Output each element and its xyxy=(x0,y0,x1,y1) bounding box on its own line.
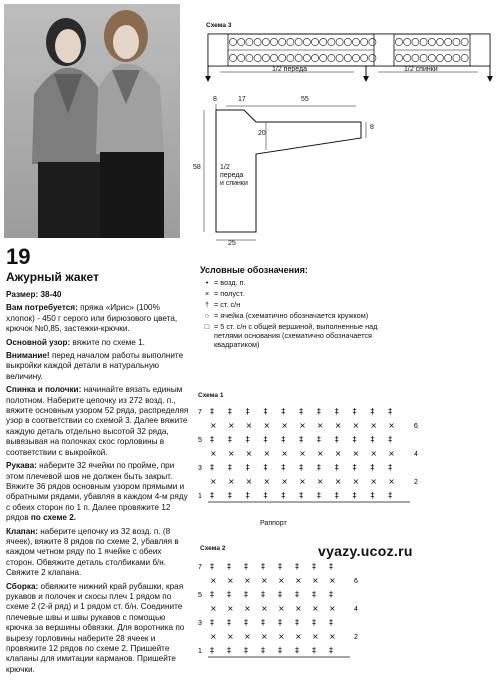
stitch-mark: × xyxy=(278,632,285,641)
mesh-circle-mark xyxy=(287,54,294,61)
row-number: 1 xyxy=(198,648,202,655)
stitch-mark: ‡ xyxy=(263,491,268,500)
mesh-circle-mark xyxy=(445,54,452,61)
stitch-mark: ‡ xyxy=(244,590,248,599)
stitch-mark: ‡ xyxy=(352,435,357,444)
instructions-text xyxy=(6,290,190,678)
attention-value: перед началом работы выполните выкройки каждой детали в натуральную величину. xyxy=(6,351,184,381)
stitch-mark: × xyxy=(244,604,251,613)
stitch-mark: ‡ xyxy=(261,590,265,599)
mesh-circle-mark xyxy=(238,38,245,45)
sleeves-paragraph xyxy=(6,461,190,523)
stitch-mark: × xyxy=(261,604,268,613)
stitch-mark: ‡ xyxy=(210,407,214,416)
stitch-mark: ‡ xyxy=(370,463,375,472)
mesh-circle-mark xyxy=(395,38,402,45)
stitch-mark: ‡ xyxy=(312,562,316,571)
stitch-mark: × xyxy=(244,632,251,641)
row-number: 2 xyxy=(414,479,418,486)
mesh-circle-mark xyxy=(344,38,351,45)
stitch-mark: × xyxy=(227,421,235,430)
stitch-mark: × xyxy=(244,576,251,585)
stitch-mark: ‡ xyxy=(295,646,299,655)
mesh-circle-mark xyxy=(336,38,343,45)
attention-paragraph xyxy=(6,351,190,382)
stitch-mark: × xyxy=(388,421,395,430)
stitch-mark: × xyxy=(295,576,302,585)
stitch-mark: ‡ xyxy=(352,463,357,472)
stitch-mark: ‡ xyxy=(312,646,316,655)
mesh-circle-mark xyxy=(246,38,253,45)
size-value: 38-40 xyxy=(40,290,62,299)
models-photo xyxy=(4,4,180,238)
row-number: 2 xyxy=(354,634,358,641)
mesh-circle-mark xyxy=(320,38,327,45)
stitch-mark: ‡ xyxy=(370,435,375,444)
scheme2-title: Схема 2 xyxy=(200,545,226,552)
rapport-label: Раппорт xyxy=(260,520,287,527)
size-label: Размер: xyxy=(6,290,39,299)
stitch-mark: ‡ xyxy=(334,491,339,500)
mesh-circle-mark xyxy=(420,38,427,45)
scheme3-title: Схема 3 xyxy=(206,22,232,29)
mesh-circle-mark xyxy=(262,38,269,45)
row-number: 6 xyxy=(354,578,358,585)
stitch-mark: ‡ xyxy=(329,562,333,571)
mesh-circle-mark xyxy=(461,54,468,61)
stitch-mark: ‡ xyxy=(281,463,286,472)
scheme2-chart xyxy=(196,555,376,660)
mesh-circle-mark xyxy=(453,54,460,61)
mesh-circle-mark xyxy=(229,54,236,61)
stitch-mark: ‡ xyxy=(227,646,231,655)
stitch-mark: ‡ xyxy=(263,435,268,444)
stitch-mark: × xyxy=(295,632,302,641)
mesh-circle-mark xyxy=(311,38,318,45)
back-paragraph xyxy=(6,385,190,458)
mesh-circle-mark xyxy=(229,38,236,45)
pattern-number: 19 xyxy=(6,244,31,269)
legend-text: = ст. с/н xyxy=(214,300,241,309)
stitch-mark: × xyxy=(263,477,271,486)
legend-item xyxy=(200,322,400,349)
stitch-mark: × xyxy=(281,449,288,458)
flap-label: Клапан: xyxy=(6,526,38,536)
stitch-mark: ‡ xyxy=(263,463,268,472)
legend-text: = ячейка (схематично обозначается кружком) xyxy=(214,311,369,320)
back-value: начинайте вязать единым полотном. Наберите цепочку из 272 возд. п., вяжите основным узором 52 ряда, распределяя узор в соответствии со схемой 3. Далее вяжите каждую деталь отдельно высотой 32 ряда, вывязывая на полочках скос горловины в соответствии с выкройкой. xyxy=(6,385,189,457)
stitch-mark: ‡ xyxy=(299,435,304,444)
stitch-mark: × xyxy=(278,576,285,585)
stitch-mark: × xyxy=(316,449,324,458)
cluster-square-icon: □ xyxy=(204,322,210,331)
mesh-circle-mark xyxy=(270,54,277,61)
dim-height: 58 xyxy=(193,164,201,171)
stitch-mark: × xyxy=(210,477,217,486)
slip-stitch-icon: × xyxy=(204,289,210,298)
mesh-circle-mark xyxy=(404,54,411,61)
dim-top-right: 55 xyxy=(301,96,309,103)
mesh-circle-mark xyxy=(311,54,318,61)
stitch-mark: × xyxy=(334,421,342,430)
stitch-mark: × xyxy=(370,477,378,486)
stitch-mark: × xyxy=(210,421,217,430)
stitch-mark: ‡ xyxy=(278,590,282,599)
pattern-title: Ажурный жакет xyxy=(6,270,99,284)
stitch-mark: × xyxy=(388,477,395,486)
stitch-mark: ‡ xyxy=(210,590,214,599)
sleeves-tail: по схеме 2. xyxy=(30,513,77,523)
row-number: 3 xyxy=(198,465,202,472)
stitch-mark: ‡ xyxy=(261,646,265,655)
stitch-mark: × xyxy=(329,632,336,641)
stitch-mark: ‡ xyxy=(261,618,265,627)
stitch-mark: ‡ xyxy=(227,463,232,472)
chain-stitch-icon: • xyxy=(205,278,209,287)
row-number: 7 xyxy=(198,564,202,571)
flap-value: наберите цепочку из 32 возд. п. (8 ячеек), вяжите 8 рядов по схеме 2, убавляя в каждом четном ряду по 1 ячейке с обеих сторон. Обвяжите деталь столбиками б/н. Свяжите 2 клапана. xyxy=(6,526,179,578)
models-illustration xyxy=(4,4,180,238)
stitch-mark: × xyxy=(352,477,360,486)
stitch-mark: ‡ xyxy=(329,590,333,599)
stitch-mark: × xyxy=(210,632,217,641)
stitch-mark: × xyxy=(312,576,319,585)
dim-side-right: 8 xyxy=(370,124,374,131)
watermark: vyazy.ucoz.ru xyxy=(318,543,413,559)
stitch-mark: × xyxy=(352,421,360,430)
stitch-mark: × xyxy=(245,477,253,486)
assembly-value: обвяжите нижний край рубашки, края рукавов и полочек и скосы плеч 1 рядом по схеме 2 (2-й ряд) и 1 рядом ст. б/н. Соедините плечевые швы и швы рукавов с помощью крючка за вершины обвязки. Для воротника по вырезу горловины наберите 28 ячеек и провяжите 12 рядов по схеме 2. Пришейте клапаны для имитации карманов. Пришейте крючки. xyxy=(6,581,185,674)
stitch-mark: × xyxy=(210,576,217,585)
mesh-circle-mark xyxy=(404,38,411,45)
stitch-mark: ‡ xyxy=(227,491,232,500)
legend-text: = 5 ст. с/н с общей вершиной, выполненные над петлями основания (схематично обозначается квадратиком) xyxy=(214,322,378,349)
stitch-mark: × xyxy=(370,449,378,458)
mesh-circle-mark xyxy=(287,38,294,45)
stitch-mark: ‡ xyxy=(299,491,304,500)
pattern-piece-label-1: 1/2 xyxy=(220,164,230,171)
stitch-mark: × xyxy=(245,421,253,430)
stitch-mark: ‡ xyxy=(352,407,357,416)
stitch-mark: ‡ xyxy=(210,618,214,627)
scheme1-chart xyxy=(196,400,436,526)
stitch-mark: ‡ xyxy=(210,463,214,472)
main-pattern-value: вяжите по схеме 1. xyxy=(72,337,145,347)
mesh-circle-mark xyxy=(361,54,368,61)
mesh-circle-mark xyxy=(336,54,343,61)
stitch-mark: ‡ xyxy=(244,646,248,655)
stitch-mark: × xyxy=(210,449,217,458)
stitch-mark: × xyxy=(312,604,319,613)
legend-item xyxy=(200,278,400,287)
stitch-mark: ‡ xyxy=(370,491,375,500)
stitch-mark: × xyxy=(227,576,234,585)
stitch-mark: ‡ xyxy=(281,435,286,444)
stitch-mark: × xyxy=(227,449,235,458)
stitch-mark: × xyxy=(334,477,342,486)
flap-paragraph xyxy=(6,527,190,579)
stitch-mark: ‡ xyxy=(295,562,299,571)
stitch-mark: × xyxy=(210,604,217,613)
mesh-circle-mark xyxy=(428,38,435,45)
mesh-circle-mark xyxy=(412,54,419,61)
scheme3-right-label: 1/2 спинки xyxy=(404,66,438,73)
back-label: Спинка и полочки: xyxy=(6,385,82,395)
pattern-piece-label xyxy=(220,164,248,188)
row-number: 4 xyxy=(414,451,418,458)
mesh-circle-mark xyxy=(254,54,261,61)
main-pattern-paragraph xyxy=(6,338,190,348)
stitch-mark: ‡ xyxy=(210,646,214,655)
mesh-circle-mark xyxy=(461,38,468,45)
stitch-mark: ‡ xyxy=(388,463,393,472)
stitch-mark: ‡ xyxy=(244,562,248,571)
dim-bottom: 25 xyxy=(228,240,236,247)
stitch-mark: × xyxy=(329,576,336,585)
scheme3-grid xyxy=(198,30,498,84)
stitch-mark: ‡ xyxy=(281,407,286,416)
stitch-mark: × xyxy=(263,421,271,430)
stitch-mark: ‡ xyxy=(227,435,232,444)
stitch-mark: ‡ xyxy=(316,491,321,500)
mesh-circle-mark xyxy=(303,54,310,61)
stitch-mark: ‡ xyxy=(312,618,316,627)
stitch-mark: ‡ xyxy=(352,491,357,500)
mesh-circle-mark xyxy=(436,38,443,45)
stitch-mark: × xyxy=(261,632,268,641)
stitch-mark: ‡ xyxy=(316,435,321,444)
stitch-mark: ‡ xyxy=(316,463,321,472)
mesh-circle-mark xyxy=(270,38,277,45)
row-number: 3 xyxy=(198,620,202,627)
legend-text: = возд. п. xyxy=(214,278,246,287)
stitch-mark: ‡ xyxy=(316,407,321,416)
mesh-circle-mark xyxy=(279,38,286,45)
row-number: 1 xyxy=(198,493,202,500)
materials-label: Вам потребуется: xyxy=(6,303,78,313)
stitch-mark: × xyxy=(281,421,288,430)
stitch-mark: × xyxy=(227,632,234,641)
sleeves-label: Рукава: xyxy=(6,461,37,471)
mesh-circle-mark xyxy=(295,38,302,45)
mesh-circle-mark xyxy=(352,54,359,61)
stitch-mark: ‡ xyxy=(388,435,393,444)
stitch-mark: ‡ xyxy=(334,463,339,472)
legend-text: = полуст. xyxy=(214,289,245,298)
stitch-mark: ‡ xyxy=(227,562,231,571)
stitch-mark: ‡ xyxy=(370,407,375,416)
stitch-mark: ‡ xyxy=(312,590,316,599)
mesh-circle-mark xyxy=(279,54,286,61)
materials-paragraph xyxy=(6,303,190,334)
assembly-label: Сборка: xyxy=(6,581,39,591)
stitch-mark: × xyxy=(281,477,288,486)
mesh-circle-mark xyxy=(420,54,427,61)
stitch-mark: ‡ xyxy=(278,562,282,571)
legend xyxy=(200,266,400,351)
stitch-mark: ‡ xyxy=(245,491,250,500)
mesh-circle-mark xyxy=(453,38,460,45)
stitch-mark: × xyxy=(329,604,336,613)
legend-item xyxy=(200,300,400,309)
stitch-mark: ‡ xyxy=(278,646,282,655)
stitch-mark: × xyxy=(227,477,235,486)
stitch-mark: ‡ xyxy=(329,646,333,655)
mesh-circle-icon: ○ xyxy=(204,311,210,320)
row-number: 5 xyxy=(198,592,202,599)
size-paragraph xyxy=(6,290,190,300)
dim-top-mid: 17 xyxy=(238,96,246,103)
stitch-mark: ‡ xyxy=(299,407,304,416)
legend-title: Условные обозначения: xyxy=(200,265,308,275)
mesh-circle-mark xyxy=(436,54,443,61)
mesh-circle-mark xyxy=(344,54,351,61)
mesh-circle-mark xyxy=(238,54,245,61)
dim-top-left: 8 xyxy=(213,96,217,103)
stitch-mark: ‡ xyxy=(295,618,299,627)
stitch-mark: × xyxy=(278,604,285,613)
stitch-mark: × xyxy=(263,449,271,458)
stitch-mark: × xyxy=(299,449,306,458)
stitch-mark: × xyxy=(370,421,378,430)
stitch-mark: ‡ xyxy=(334,435,339,444)
dim-inner: 20 xyxy=(258,130,266,137)
stitch-mark: ‡ xyxy=(245,435,250,444)
stitch-mark: × xyxy=(245,449,253,458)
stitch-mark: ‡ xyxy=(329,618,333,627)
stitch-mark: × xyxy=(299,421,306,430)
pattern-piece-label-3: и спинки xyxy=(220,180,248,187)
mesh-circle-mark xyxy=(328,38,335,45)
row-number: 4 xyxy=(354,606,358,613)
row-number: 6 xyxy=(414,423,418,430)
scheme3-left-label: 1/2 переда xyxy=(272,66,307,73)
stitch-mark: ‡ xyxy=(210,435,214,444)
stitch-mark: ‡ xyxy=(388,407,393,416)
legend-item xyxy=(200,289,400,298)
stitch-mark: ‡ xyxy=(261,562,265,571)
stitch-mark: ‡ xyxy=(281,491,286,500)
stitch-mark: × xyxy=(261,576,268,585)
mesh-circle-mark xyxy=(428,54,435,61)
stitch-mark: × xyxy=(388,449,395,458)
sleeves-value: наберите 32 ячейки по пройме, при этом плечевой шов не должен быть закрыт. Вяжите 36 рядов основным узором прямыми и обратными рядами, убавляя в каждом 4-м ряду с обеих сторон по 1 п. Далее провяжите 12 рядов xyxy=(6,461,188,523)
pattern-piece-label-2: переда xyxy=(220,172,244,179)
mesh-circle-mark xyxy=(320,54,327,61)
stitch-mark: ‡ xyxy=(299,463,304,472)
row-number: 7 xyxy=(198,409,202,416)
mesh-circle-mark xyxy=(262,54,269,61)
mesh-circle-mark xyxy=(295,54,302,61)
assembly-paragraph xyxy=(6,582,190,676)
main-pattern-label: Основной узор: xyxy=(6,337,71,347)
stitch-mark: × xyxy=(316,477,324,486)
stitch-mark: × xyxy=(334,449,342,458)
mesh-circle-mark xyxy=(254,38,261,45)
stitch-mark: × xyxy=(299,477,306,486)
mesh-circle-mark xyxy=(445,38,452,45)
mesh-circle-mark xyxy=(412,38,419,45)
stitch-mark: ‡ xyxy=(210,491,214,500)
double-crochet-icon: † xyxy=(204,300,210,309)
stitch-mark: ‡ xyxy=(244,618,248,627)
mesh-circle-mark xyxy=(303,38,310,45)
stitch-mark: × xyxy=(352,449,360,458)
stitch-mark: ‡ xyxy=(263,407,268,416)
mesh-circle-mark xyxy=(328,54,335,61)
stitch-mark: ‡ xyxy=(295,590,299,599)
mesh-circle-mark xyxy=(361,38,368,45)
stitch-mark: ‡ xyxy=(227,618,231,627)
stitch-mark: × xyxy=(316,421,324,430)
mesh-circle-mark xyxy=(246,54,253,61)
stitch-mark: ‡ xyxy=(278,618,282,627)
stitch-mark: ‡ xyxy=(227,590,231,599)
stitch-mark: ‡ xyxy=(245,407,250,416)
stitch-mark: ‡ xyxy=(210,562,214,571)
materials-value: пряжа «Ирис» (100% хлопок) - 450 г серого или бирюзового цвета, крючок №0,85, застежки-крючки. xyxy=(6,303,178,334)
stitch-mark: × xyxy=(227,604,234,613)
legend-item xyxy=(200,311,400,320)
stitch-mark: ‡ xyxy=(245,463,250,472)
stitch-mark: ‡ xyxy=(388,491,393,500)
stitch-mark: ‡ xyxy=(227,407,232,416)
stitch-mark: × xyxy=(312,632,319,641)
mesh-circle-mark xyxy=(352,38,359,45)
stitch-mark: × xyxy=(295,604,302,613)
stitch-mark: ‡ xyxy=(334,407,339,416)
attention-label: Внимание! xyxy=(6,351,50,361)
row-number: 5 xyxy=(198,437,202,444)
scheme1-title: Схема 1 xyxy=(198,392,224,399)
mesh-circle-mark xyxy=(395,54,402,61)
